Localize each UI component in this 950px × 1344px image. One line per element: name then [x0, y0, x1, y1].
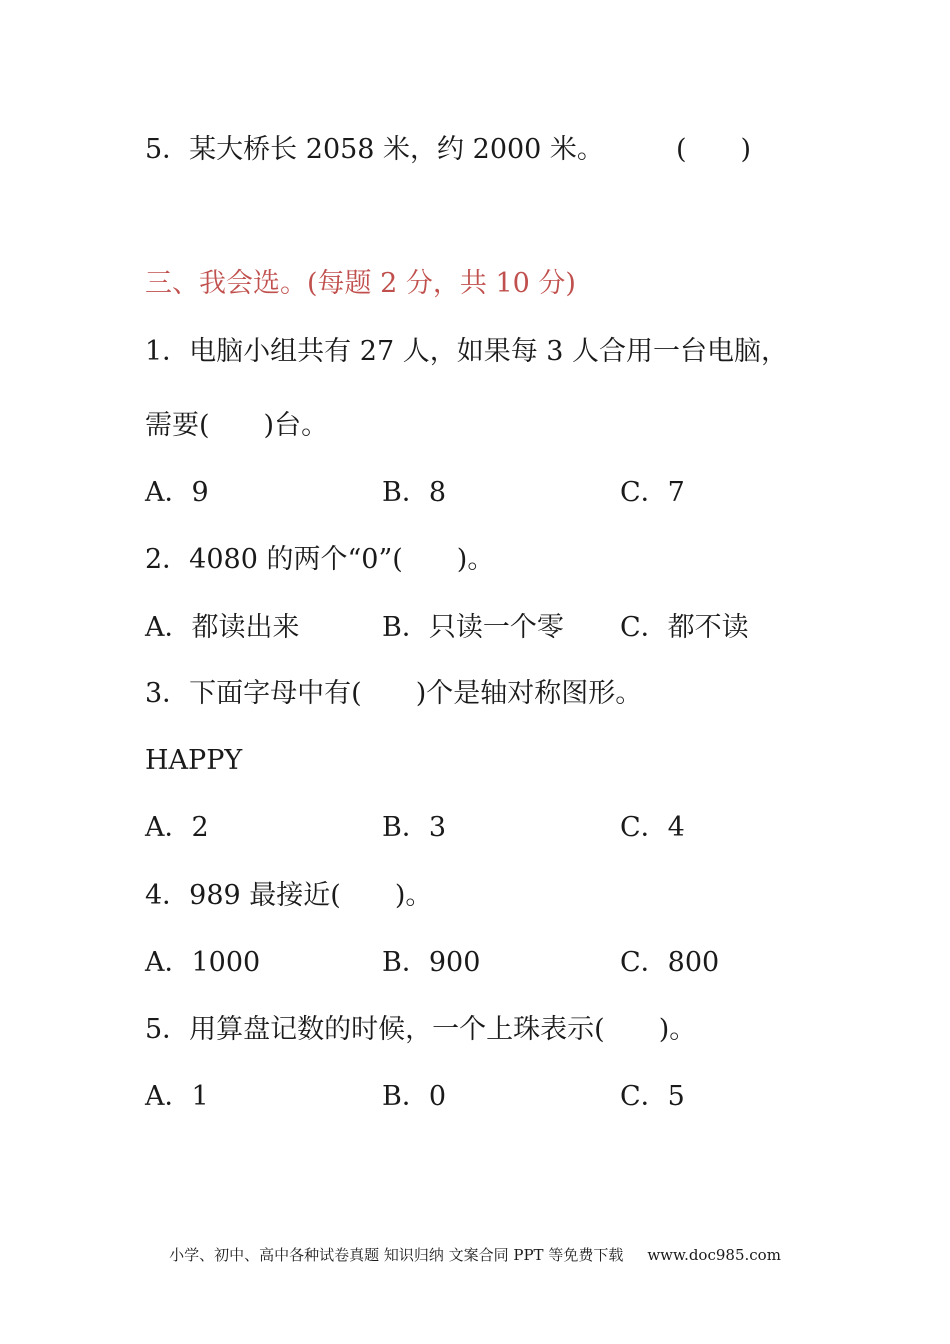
question-3-letters: HAPPY — [145, 745, 243, 776]
question-4-option-b: B．900 — [382, 947, 481, 978]
judge-question-5: 5．某大桥长 2058 米，约 2000 米。 — [145, 134, 604, 165]
section-title: 三、我会选。(每题 2 分，共 10 分) — [145, 268, 576, 299]
question-1-stem-continued: 需要( )台。 — [145, 410, 329, 441]
question-4-option-c: C．800 — [620, 947, 720, 978]
page-footer — [0, 1244, 950, 1266]
footer-site-link[interactable]: www.doc985.com — [647, 1246, 781, 1264]
answer-blank: ( ) — [676, 134, 752, 165]
question-2-option-c: C．都不读 — [620, 612, 749, 643]
question-2-option-a: A．都读出来 — [145, 612, 300, 643]
question-1-stem: 1．电脑小组共有 27 人，如果每 3 人合用一台电脑， — [145, 336, 789, 367]
question-3-option-c: C．4 — [620, 812, 685, 843]
question-5-option-c: C．5 — [620, 1081, 685, 1112]
question-5-option-a: A．1 — [145, 1081, 209, 1112]
question-5-stem: 5．用算盘记数的时候，一个上珠表示( )。 — [145, 1014, 697, 1045]
question-2-option-b: B．只读一个零 — [382, 612, 564, 643]
question-1-option-a: A．9 — [145, 477, 209, 508]
question-3-option-b: B．3 — [382, 812, 447, 843]
question-1-option-b: B．8 — [382, 477, 447, 508]
question-1-option-c: C．7 — [620, 477, 685, 508]
question-5-option-b: B．0 — [382, 1081, 447, 1112]
footer-text: 小学、初中、高中各种试卷真题 知识归纳 文案合同 PPT 等免费下载 — [169, 1246, 624, 1264]
question-4-option-a: A．1000 — [145, 947, 261, 978]
question-2-stem: 2．4080 的两个“0”( )。 — [145, 544, 495, 575]
question-4-stem: 4．989 最接近( )。 — [145, 880, 433, 911]
question-3-stem: 3．下面字母中有( )个是轴对称图形。 — [145, 678, 643, 709]
question-3-option-a: A．2 — [145, 812, 209, 843]
